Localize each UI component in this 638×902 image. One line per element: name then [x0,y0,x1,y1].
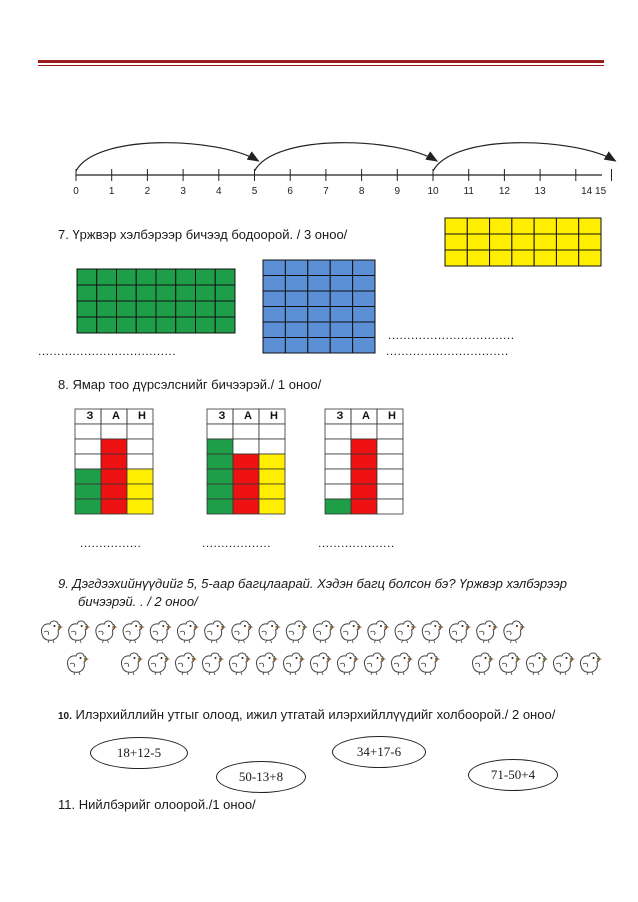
grid-cell [156,317,176,333]
grid-cell [556,218,578,234]
chick-icon [229,653,250,675]
tick-label-6: 6 [287,186,293,197]
chick-icon [553,653,574,675]
grid-cell [77,285,97,301]
chick-icon [418,653,439,675]
grid-cell [285,276,307,292]
abacus-cell [75,469,101,484]
question-7: 7. Үржвэр хэлбэрээр бичээд бодоорой. / 3 оноо/ [58,227,348,242]
abacus-cell [351,484,377,499]
chick-icon [422,621,443,643]
grid-cell [97,301,117,317]
abacus-cell [259,454,285,469]
grid-cell [353,338,375,354]
chick-icon [177,621,198,643]
chick-icon [205,621,226,643]
abacus-cell [233,439,259,454]
grid-cell [490,250,512,266]
abacus-2 [206,406,286,518]
chicks-area [30,614,610,684]
abacus-cell [127,484,153,499]
grid-cell [285,338,307,354]
grid-cell [445,218,467,234]
chick-icon [526,653,547,675]
chick-icon [580,653,601,675]
chick-icon [67,653,88,675]
tick-label-14-15: 14 15 [581,186,607,197]
answer-dots-right-1[interactable]: ................................. [388,328,515,342]
grid-cell [97,285,117,301]
abacus-cell [351,499,377,514]
abacus-cell [325,424,351,439]
grid-cell [285,307,307,323]
grid-cell [77,317,97,333]
grid-cell [285,322,307,338]
abacus-cell [127,499,153,514]
abacus-cell [351,439,377,454]
grid-yellow [444,217,602,267]
tick-label-13: 13 [534,186,546,197]
abacus-header-0: З [218,410,226,422]
grid-cell [556,250,578,266]
grid-cell [215,301,235,317]
grid-cell [445,234,467,250]
grid-cell [490,234,512,250]
abacus-cell [325,484,351,499]
tick-label-10: 10 [427,186,439,197]
abacus-cell [325,499,351,514]
grid-cell [330,291,352,307]
grid-cell [263,276,285,292]
abacus-cell [101,499,127,514]
abacus-cell [207,484,233,499]
grid-cell [136,285,156,301]
abacus-cell [377,499,403,514]
grid-cell [579,218,601,234]
abacus-3-answer[interactable]: .................... [318,536,395,550]
abacus-cell [259,469,285,484]
tick-label-3: 3 [180,186,186,197]
grid-cell [136,317,156,333]
abacus-cell [259,439,285,454]
grid-cell [196,301,216,317]
grid-cell [176,317,196,333]
grid-cell [176,285,196,301]
grid-cell [353,260,375,276]
abacus-1-answer[interactable]: ................ [80,536,142,550]
abacus-cell [259,424,285,439]
header-rule [38,60,604,63]
grid-cell [330,322,352,338]
grid-cell [196,317,216,333]
grid-cell [196,269,216,285]
grid-cell [77,269,97,285]
chick-icon [313,621,334,643]
expression-oval-4[interactable] [468,759,558,791]
abacus-cell [377,439,403,454]
jump-arc-1 [76,143,259,171]
question-8: 8. Ямар тоо дүрсэлснийг бичээрэй./ 1 оноо/ [58,377,322,392]
expression-4: 71-50+4 [490,767,536,782]
abacus-header-2: Н [388,410,396,422]
abacus-cell [377,454,403,469]
grid-cell [117,317,137,333]
jump-arc-3 [433,143,616,171]
abacus-cell [325,454,351,469]
grid-cell [215,285,235,301]
abacus-cell [75,439,101,454]
chick-icon [175,653,196,675]
chick-icon [232,621,253,643]
grid-cell [263,322,285,338]
chick-icon [69,621,90,643]
chick-icon [391,653,412,675]
grid-cell [512,234,534,250]
grid-cell [263,307,285,323]
question-10-number: 10. [58,711,72,722]
abacus-cell [233,469,259,484]
grid-cell [308,291,330,307]
abacus-cell [207,439,233,454]
chick-icon [472,653,493,675]
grid-cell [308,338,330,354]
grid-cell [285,291,307,307]
grid-cell [156,285,176,301]
tick-label-2: 2 [144,186,151,197]
grid-cell [215,317,235,333]
grid-cell [579,250,601,266]
abacus-cell [101,454,127,469]
grid-cell [353,276,375,292]
tick-label-4: 4 [216,186,222,197]
abacus-cell [75,499,101,514]
abacus-cell [75,484,101,499]
chick-icon [477,621,498,643]
tick-label-12: 12 [498,186,510,197]
expression-1: 18+12-5 [116,745,162,760]
grid-cell [467,218,489,234]
abacus-cell [127,424,153,439]
question-9-line-2: бичээрэй. . / 2 оноо/ [78,594,198,609]
grid-cell [556,234,578,250]
grid-cell [353,307,375,323]
grid-green [76,268,236,334]
chick-icon [259,621,280,643]
abacus-cell [259,484,285,499]
abacus-cell [233,484,259,499]
abacus-cell [233,454,259,469]
grid-cell [215,269,235,285]
abacus-cell [233,424,259,439]
tick-label-8: 8 [358,186,365,197]
abacus-cell [377,484,403,499]
grid-cell [263,291,285,307]
grid-cell [330,276,352,292]
abacus-1 [74,406,154,518]
grid-cell [263,338,285,354]
abacus-header-2: Н [138,410,146,422]
answer-dots-left[interactable]: .................................... [38,344,177,358]
abacus-cell [127,439,153,454]
tick-label-1: 1 [108,186,115,197]
tick-label-0: 0 [73,186,79,197]
grid-cell [196,285,216,301]
chick-icon [337,653,358,675]
question-9-line-1: 9. Дэгдээхийнүүдийг 5, 5-аар багцлаарай. Хэдэн багц болсон бэ? Үржвэр хэлбэрээр [58,576,568,591]
chick-icon [341,621,362,643]
grid-cell [136,301,156,317]
chick-icon [121,653,142,675]
chick-icon [283,653,304,675]
expression-oval-3[interactable] [216,761,306,793]
grid-cell [308,307,330,323]
abacus-header-0: З [336,410,344,422]
chick-icon [368,621,389,643]
chick-icon [148,653,169,675]
grid-cell [156,301,176,317]
grid-cell [330,338,352,354]
grid-cell [534,250,556,266]
grid-cell [353,322,375,338]
expression-3: 50-13+8 [238,769,284,784]
abacus-cell [101,469,127,484]
abacus-cell [127,454,153,469]
grid-cell [156,269,176,285]
expression-oval-1[interactable] [90,737,188,769]
abacus-cell [377,469,403,484]
abacus-cell [207,499,233,514]
grid-cell [176,269,196,285]
question-11: 11. Нийлбэрийг олоорой./1 оноо/ [58,797,256,812]
grid-cell [97,269,117,285]
grid-cell [117,269,137,285]
abacus-header-2: Н [270,410,278,422]
grid-cell [490,218,512,234]
question-10-text: Илэрхийллийн утгыг олоод, ижил утгатай илэрхийллүүдийг холбоорой./ 2 оноо/ [75,707,556,722]
chick-icon [499,653,520,675]
abacus-cell [207,469,233,484]
grid-cell [308,276,330,292]
chick-icon [96,621,117,643]
grid-cell [467,250,489,266]
abacus-cell [101,439,127,454]
abacus-cell [351,424,377,439]
abacus-header-0: З [86,410,94,422]
abacus-cell [207,454,233,469]
abacus-cell [75,424,101,439]
abacus-2-answer[interactable]: .................. [202,536,272,550]
chick-icon [150,621,171,643]
grid-cell [512,218,534,234]
abacus-cell [351,469,377,484]
grid-cell [353,291,375,307]
grid-cell [445,250,467,266]
chick-icon [310,653,331,675]
abacus-3 [324,406,404,518]
grid-cell [117,301,137,317]
abacus-cell [127,469,153,484]
expression-2: 34+17-6 [356,744,402,759]
grid-cell [136,269,156,285]
abacus-cell [75,454,101,469]
grid-cell [77,301,97,317]
grid-cell [176,301,196,317]
abacus-header-1: А [362,410,370,422]
tick-label-11: 11 [463,186,474,197]
abacus-cell [377,424,403,439]
grid-cell [534,234,556,250]
chick-icon [123,621,144,643]
grid-cell [117,285,137,301]
grid-cell [308,260,330,276]
tick-label-5: 5 [251,186,258,197]
grid-blue [262,259,376,354]
grid-cell [263,260,285,276]
abacus-cell [101,484,127,499]
grid-cell [512,250,534,266]
abacus-cell [325,469,351,484]
chick-icon [364,653,385,675]
chick-icon [395,621,416,643]
grid-cell [330,260,352,276]
abacus-cell [259,499,285,514]
question-10 [58,706,555,725]
abacus-cell [101,424,127,439]
grid-cell [579,234,601,250]
abacus-cell [325,439,351,454]
header-rule-thin [38,65,604,66]
grid-cell [467,234,489,250]
jump-arc-2 [255,143,438,171]
expression-oval-2[interactable] [332,736,426,768]
chick-icon [449,621,470,643]
grid-cell [308,322,330,338]
grid-cell [534,218,556,234]
tick-label-9: 9 [394,186,401,197]
chick-icon [504,621,525,643]
chick-icon [202,653,223,675]
tick-label-7: 7 [323,186,329,197]
grid-cell [285,260,307,276]
abacus-header-1: А [244,410,252,422]
chick-icon [286,621,307,643]
grid-cell [330,307,352,323]
abacus-header-1: А [112,410,120,422]
abacus-cell [233,499,259,514]
chick-icon [256,653,277,675]
grid-cell [97,317,117,333]
number-line [0,135,638,205]
chick-icon [41,621,62,643]
abacus-cell [207,424,233,439]
answer-dots-right-2[interactable]: ................................ [386,344,509,358]
abacus-cell [351,454,377,469]
